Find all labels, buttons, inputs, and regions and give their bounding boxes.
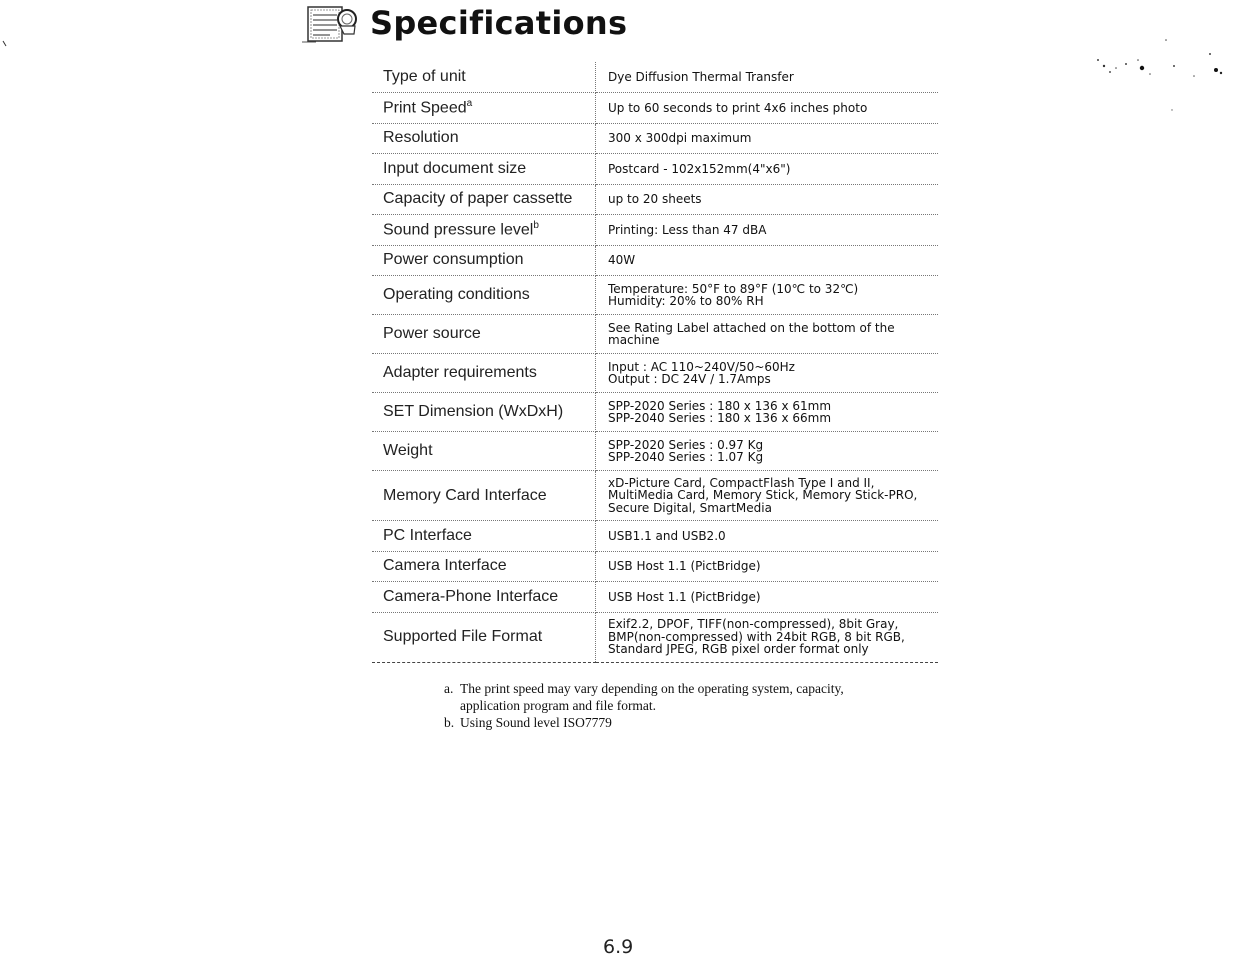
footnote-key: b.	[444, 715, 455, 730]
spec-label	[372, 315, 596, 354]
spec-label-text: Sound pressure level	[383, 221, 534, 239]
spec-label-text: Adapter requirements	[383, 364, 537, 381]
footnote-line: The print speed may vary depending on the operating system, capacity,	[460, 681, 844, 696]
specifications-table	[372, 62, 938, 663]
spec-row	[372, 93, 938, 124]
spec-label	[372, 393, 596, 432]
spec-label	[372, 123, 596, 154]
spec-row	[372, 123, 938, 154]
spec-row	[372, 184, 938, 215]
spec-value-line: MultiMedia Card, Memory Stick, Memory Stick-PRO,	[608, 488, 918, 503]
spec-value-line: Up to 60 seconds to print 4x6 inches photo	[608, 100, 868, 115]
footnote	[444, 714, 964, 731]
spec-value-line: Dye Diffusion Thermal Transfer	[608, 69, 794, 84]
spec-value-line: Temperature: 50°F to 89°F (10℃ to 32℃)	[608, 281, 859, 296]
spec-value-line: Standard JPEG, RGB pixel order format only	[608, 642, 869, 657]
footnote-marker: b	[533, 220, 539, 232]
footnote-line: Using Sound level ISO7779	[460, 715, 612, 730]
spec-label-text: Print Speed	[383, 99, 467, 117]
spec-label	[372, 93, 596, 124]
footnote-text	[460, 680, 844, 714]
footnote-line: application program and file format.	[460, 698, 657, 713]
spec-value	[596, 582, 939, 613]
spec-label-text: Power consumption	[383, 251, 524, 269]
spec-value-line: USB Host 1.1 (PictBridge)	[608, 589, 761, 604]
spec-row	[372, 315, 938, 354]
spec-value-line: BMP(non-compressed) with 24bit RGB, 8 bit RGB,	[608, 629, 905, 644]
spec-value-line: See Rating Label attached on the bottom of the	[608, 320, 895, 335]
spec-value-line: machine	[608, 333, 660, 347]
spec-value-line: SPP-2040 Series : 180 x 136 x 66mm	[608, 411, 832, 425]
spec-row	[372, 432, 938, 471]
spec-value-line: 300 x 300dpi maximum	[608, 131, 752, 145]
spec-value	[596, 123, 939, 154]
spec-row	[372, 62, 938, 93]
footnotes	[444, 680, 964, 731]
spec-label-text: PC Interface	[383, 526, 472, 544]
spec-value-line: USB1.1 and USB2.0	[608, 528, 726, 543]
spec-label-text: Memory Card Interface	[383, 486, 547, 504]
spec-label-text: Capacity of paper cassette	[383, 190, 573, 208]
spec-row	[372, 612, 938, 662]
spec-row	[372, 215, 938, 246]
spec-label-text: Power source	[383, 325, 481, 342]
spec-row	[372, 393, 938, 432]
spec-label-text: Resolution	[383, 129, 459, 147]
spec-value-line: USB Host 1.1 (PictBridge)	[608, 559, 761, 573]
spec-value	[596, 245, 939, 276]
spec-label-text: Type of unit	[383, 68, 466, 85]
spec-row	[372, 154, 938, 185]
page-number: 6.9	[603, 936, 634, 958]
footnote	[444, 680, 964, 714]
spec-value-line: Postcard - 102x152mm(4"x6")	[608, 161, 791, 176]
spec-value	[596, 154, 939, 185]
spec-label	[372, 154, 596, 185]
spec-value-line: Printing: Less than 47 dBA	[608, 222, 767, 237]
spec-label-text: Camera-Phone Interface	[383, 587, 559, 605]
spec-value-line: Secure Digital, SmartMedia	[608, 500, 772, 515]
spec-value-line: xD-Picture Card, CompactFlash Type I and II,	[608, 475, 875, 490]
spec-row	[372, 551, 938, 582]
footnote-marker: a	[466, 98, 473, 110]
spec-label	[372, 521, 596, 552]
spec-value-line: SPP-2020 Series : 0.97 Kg	[608, 437, 764, 452]
spec-label-text: Input document size	[383, 159, 527, 177]
spec-value	[596, 315, 939, 354]
page-title: Specifications	[370, 4, 628, 42]
spec-value	[596, 354, 939, 393]
spec-value	[596, 215, 939, 246]
spec-label	[372, 551, 596, 582]
spec-label	[372, 215, 596, 246]
spec-value-line: 40W	[608, 253, 636, 267]
document-icon	[302, 4, 358, 44]
spec-value	[596, 471, 939, 521]
spec-row	[372, 354, 938, 393]
spec-row	[372, 521, 938, 552]
spec-label	[372, 354, 596, 393]
spec-value	[596, 184, 939, 215]
spec-label	[372, 184, 596, 215]
spec-value	[596, 93, 939, 124]
spec-value-line: Output : DC 24V / 1.7Amps	[608, 372, 771, 386]
spec-value-line: SPP-2020 Series : 180 x 136 x 61mm	[608, 398, 832, 413]
spec-value	[596, 612, 939, 662]
spec-label-text: Weight	[383, 442, 433, 459]
spec-value-line: up to 20 sheets	[608, 192, 702, 206]
footnote-text	[460, 714, 612, 731]
spec-label	[372, 245, 596, 276]
spec-label	[372, 276, 596, 315]
spec-value	[596, 551, 939, 582]
spec-value-line: Exif2.2, DPOF, TIFF(non-compressed), 8bit Gray,	[608, 617, 899, 632]
spec-value	[596, 62, 939, 93]
spec-value-line: Input : AC 110~240V/50~60Hz	[608, 359, 795, 374]
scan-specks	[1080, 30, 1230, 120]
spec-label-text: Supported File Format	[383, 628, 543, 645]
spec-label-text: Operating conditions	[383, 286, 530, 303]
footnote-key: a.	[444, 681, 454, 696]
spec-label	[372, 62, 596, 93]
spec-row	[372, 471, 938, 521]
spec-row	[372, 582, 938, 613]
spec-value	[596, 521, 939, 552]
spec-label-text: Camera Interface	[383, 557, 507, 575]
spec-label	[372, 471, 596, 521]
spec-value-line: SPP-2040 Series : 1.07 Kg	[608, 450, 764, 464]
spec-value	[596, 276, 939, 315]
spec-value	[596, 432, 939, 471]
spec-label	[372, 432, 596, 471]
edge-mark	[2, 40, 8, 48]
spec-label-text: SET Dimension (WxDxH)	[383, 403, 564, 420]
spec-label	[372, 612, 596, 662]
spec-row	[372, 245, 938, 276]
spec-row	[372, 276, 938, 315]
spec-value	[596, 393, 939, 432]
spec-label	[372, 582, 596, 613]
spec-value-line: Humidity: 20% to 80% RH	[608, 294, 764, 308]
